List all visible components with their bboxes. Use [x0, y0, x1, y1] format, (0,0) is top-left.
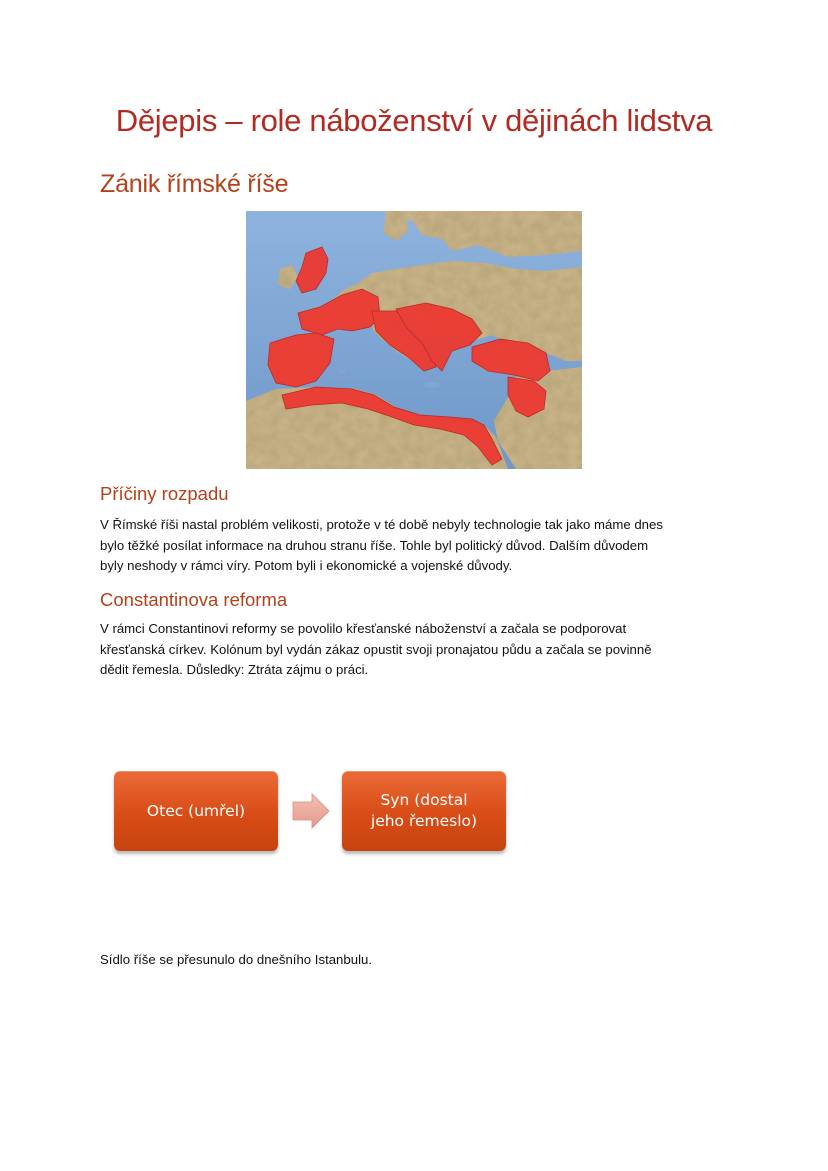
reform-line-2: křesťanská církev. Kolónum byl vydán zákaz opustit svoji pronajatou půdu a začala se povinně [100, 641, 652, 657]
page-title: Dějepis – role náboženství v dějinách lidstva [115, 103, 713, 138]
footer-paragraph: Sídlo říše se přesunulo do dnešního Istanbulu. [100, 952, 372, 967]
roman-empire-map [246, 211, 582, 469]
diagram-box-son [342, 771, 506, 851]
causes-line-2: bylo těžké posílat informace na druhou stranu říše. Tohle byl politický důvod. Dalším důvodem [100, 537, 649, 553]
diagram-box-father [114, 771, 278, 851]
section-title: Zánik římské říše [100, 170, 289, 198]
causes-heading: Příčiny rozpadu [100, 483, 229, 504]
reform-paragraph [100, 619, 732, 681]
reform-line-1: V rámci Constantinovi reformy se povolilo křesťanské náboženství a začala se podporovat [100, 621, 627, 636]
reform-line-3: dědit řemesla. Důsledky: Ztráta zájmu o práci. [100, 662, 369, 677]
diagram-box-son-line-1: Syn (dostal [380, 791, 468, 809]
causes-paragraph [100, 515, 732, 577]
reform-heading: Constantinova reforma [100, 589, 288, 610]
diagram-box-father-label: Otec (umřel) [146, 801, 246, 820]
arrow-right-icon [292, 793, 330, 829]
diagram-box-son-label [371, 790, 477, 832]
causes-line-1: V Římské říši nastal problém velikosti, protože v té době nebyly technologie tak jako máme dnes [100, 517, 663, 532]
diagram-box-son-line-2: jeho řemeslo) [370, 812, 478, 830]
causes-line-3: byly neshody v rámci víry. Potom byli i ekonomické a vojenské důvody. [100, 558, 513, 573]
